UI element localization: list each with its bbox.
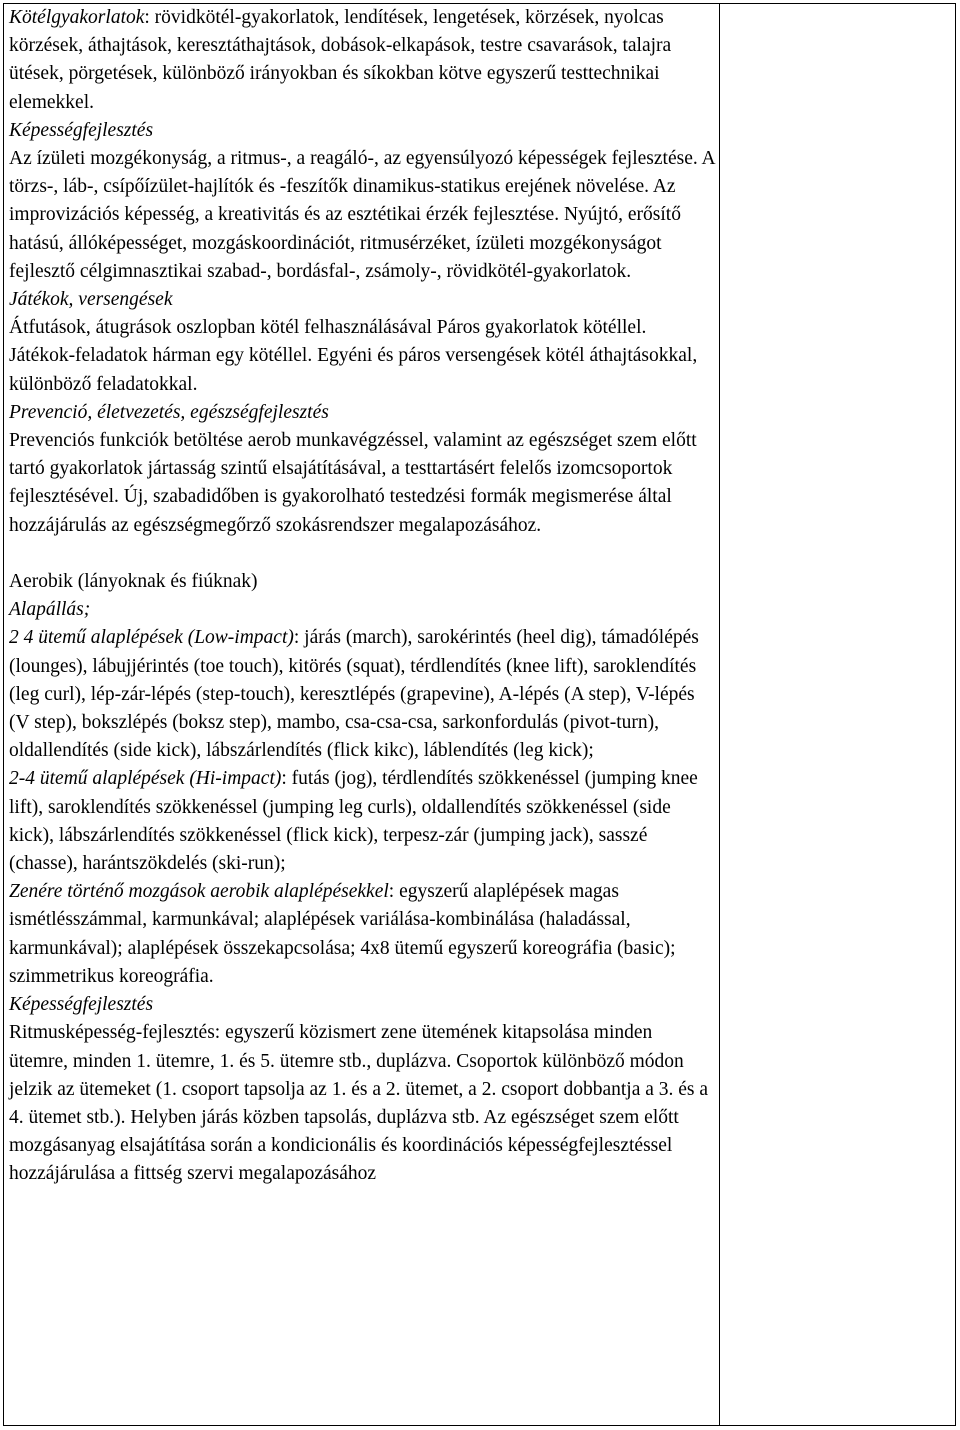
heading-kepessegfejlesztes-2: Képességfejlesztés [9,994,154,1016]
prevencio-body: Prevenciós funkciók betöltése aerob munkavégzéssel, valamint az egészséget szem előtt tartó gyakorlatok jártasság szintű elsajátításával, a testtartásért felelős izomcsoportok fejlesztésével. Új, szabadidőben is gyakorolható testedzési formák megismerése által hozzájárulás az egészségmegőrző szokásrendszer megalapozásához. [9,430,697,536]
kotelgyakorlatok-title: Kötélgyakorlatok [9,7,145,28]
zene-paragraph [9,878,715,991]
heading-kepessegfejlesztes-1: Képességfejlesztés [9,119,154,141]
kepessegfejlesztes-body-2: Ritmusképesség-fejlesztés: egyszerű közismert zene ütemének kitapsolása minden ütemre, minden 1. ütemre, 1. és 5. ütemre stb., duplázva. Csoportok különböző módon jelzik az ütemeket (1. csoport tapsolja az 1. és a 2. ütemet, a 2. csoport dobbantja a 3. és a 4. ütemet stb.). Helyben járás közben tapsolás, duplázva stb. Az egészséget szem előtt mozgásanyag elsajátítása során a kondicionális és koordinációs képességfejlesztéssel hozzájárulása a fittség szervi megalapozásához [9,1022,709,1185]
kotelgyakorlatok-body: : rövidkötél-gyakorlatok, lendítések, lengetések, körzések, nyolcas körzések, áthajtások, keresztáthajtások, dobások-elkapások, testre csavarások, talajra ütések, pörgetések, különböző irányokban és síkokban kötve egyszerű testtechnikai elemekkel. [9,7,672,113]
hi-impact-body: : futás (jog), térdlendítés szökkenéssel (jumping knee lift), saroklendítés szökkenéssel (jumping leg curls), oldallendítés szökkenéssel (side kick), lábszárlendítés szökkenéssel (flick kick), terpesz-zár (jumping jack), sasszé (chasse), harántszökdelés (ski-run); [9,768,698,875]
zene-label: Zenére történő mozgások aerobik alaplépésekkel [9,881,389,903]
column-divider [719,3,720,1426]
low-impact-label: 2 4 ütemű alaplépések (Low-impact) [9,627,294,649]
low-impact-paragraph [9,624,715,765]
low-impact-body: : járás (march), sarokérintés (heel dig), támadólépés (lounges), lábujjérintés (toe touch), kitörés (squat), térdlendítés (knee lift), saroklendítés (leg curl), lép-zár-lépés (step-touch), keresztlépés (grapevine), A-lépés (A step), V-lépés (V step), bokszlépés (boksz step), mambo, csa-csa-csa, sarkonfordulás (pivot-turn), oldallendítés (side kick), lábszárlendítés (flick kikc), láblendítés (leg kick); [9,627,699,762]
kepessegfejlesztes-body-1: Az ízületi mozgékonyság, a ritmus-, a reagáló-, az egyensúlyozó képességek fejlesztése. A törzs-, láb-, csípőízület-hajlítók és -feszítők dinamikus-statikus erejének növelése. Az improvizációs képesség, a kreativitás és az esztétikai érzék fejlesztése. Nyújtó, erősítő hatású, állóképességet, mozgáskoordinációt, ritmusérzéket, ízületi mozgékonyságot fejlesztő célgimnasztikai szabad-, bordásfal-, zsámoly-, rövidkötél-gyakorlatok. [9,148,715,282]
heading-prevencio: Prevenció, életvezetés, egészségfejlesztés [9,401,329,423]
zene-body: : egyszerű alaplépések magas ismétlésszámmal, karmunkával; alaplépések variálása-kombinálása (haladással, karmunkával); alaplépések összekapcsolása; 4x8 ütemű egyszerű koreográfia (basic); szimmetrikus koreográfia. [9,881,676,987]
paragraph-gap [9,540,715,568]
hi-impact-label: 2-4 ütemű alaplépések (Hi-impact) [9,768,282,790]
heading-jatekok-versengesek: Játékok, versengések [9,289,173,311]
jatekok-body: Átfutások, átugrások oszlopban kötél felhasználásával Páros gyakorlatok kötéllel. Játékok-feladatok hárman egy kötéllel. Egyéni és páros versengések kötél áthajtásokkal, különböző feladatokkal. [9,317,698,395]
alapallas-heading: Alapállás; [9,599,91,621]
kotelgyakorlatok-paragraph [9,4,715,117]
aerobik-title: Aerobik (lányoknak és fiúknak) [9,571,258,593]
hi-impact-paragraph [9,765,715,878]
content-column [9,4,715,1189]
